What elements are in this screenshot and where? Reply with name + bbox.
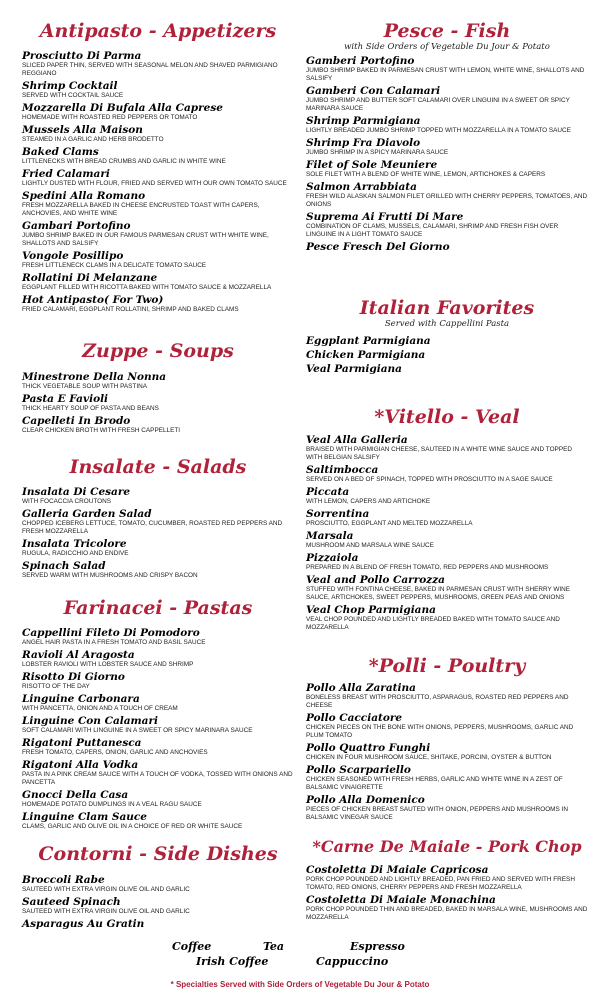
menu-item-description: CHICKEN IN FOUR MUSHROOM SAUCE, SHITAKE, PORCINI, OYSTER & BUTTON [306, 754, 552, 761]
menu-item [306, 159, 588, 179]
menu-item-description: EGGPLANT FILLED WITH RICOTTA BAKED WITH TOMATO SAUCE & MOZZARELLA [22, 284, 272, 291]
menu-item-description: STUFFED WITH FONTINA CHEESE, BAKED IN PARMESAN CRUST WITH SHERRY WINE SAUCE, ARTICHOKES, SWEET PEPPERS, MUSHROOMS, GREEN PEAS AND ONIONS [306, 586, 571, 601]
section-antipasto [22, 20, 294, 316]
menu-item-description: PORK CHOP POUNDED AND LIGHTLY BREADED, PAN FRIED AND SERVED WITH FRESH TOMATO, RED ONIONS, CHERRY PEPPERS AND FRESH MOZZARELLA [306, 876, 575, 891]
menu-item-name: Risotto Di Giorno [22, 671, 125, 683]
menu-item [306, 241, 588, 253]
menu-item-name: Pollo Cacciatore [306, 712, 403, 724]
menu-item-description: JUMBO SHRIMP AND BUTTER SOFT CALAMARI OVER LINGUINI IN A SWEET OR SPICY MARINARA SAUCE [306, 97, 570, 112]
menu-item [22, 220, 294, 248]
section-title: Farinacei - Pastas [63, 597, 253, 619]
section-title: Zuppe - Soups [82, 340, 234, 362]
menu-item [22, 508, 294, 536]
menu-item [22, 294, 294, 314]
section-contorni [22, 843, 294, 932]
menu-item [306, 604, 588, 632]
menu-item-description: THICK HEARTY SOUP OF PASTA AND BEANS [22, 405, 159, 412]
menu-item [22, 715, 294, 735]
menu-item-description: MUSHROOM AND MARSALA WINE SAUCE [306, 542, 434, 549]
menu-item-description: SOLE FILET WITH A BLEND OF WHITE WINE, LEMON, ARTICHOKES & CAPERS [306, 171, 546, 178]
menu-item [22, 80, 294, 100]
menu-item-name: Fried Calamari [22, 168, 110, 180]
menu-item-name: Saltimbocca [306, 464, 379, 476]
menu-item [306, 211, 588, 239]
section-title: Antipasto - Appetizers [39, 20, 277, 42]
menu-item-name: Shrimp Parmigiana [306, 115, 421, 127]
menu-item-description: LOBSTER RAVIOLI WITH LOBSTER SAUCE AND SHRIMP [22, 661, 194, 668]
menu-item-description: PIECES OF CHICKEN BREAST SAUTED WITH ONION, PEPPERS AND MUSHROOMS IN BALSAMIC VINEGAR SAUCE [306, 806, 568, 821]
menu-item [22, 146, 294, 166]
menu-item-name: Gamberi Con Calamari [306, 85, 441, 97]
section-subtitle: with Side Orders of Vegetable Du Jour & Potato [344, 42, 550, 52]
section-pesce [306, 20, 588, 255]
menu-item [22, 671, 294, 691]
menu-item-name: Suprema Ai Frutti Di Mare [306, 211, 464, 223]
menu-item-name: Shrimp Fra Diavolo [306, 137, 421, 149]
section-title: *Carne De Maiale - Pork Chop [312, 837, 582, 856]
menu-item-name: Galleria Garden Salad [22, 508, 152, 520]
menu-item-name: Pollo Scarpariello [306, 764, 411, 776]
menu-item-name: Ravioli Al Aragosta [22, 649, 135, 661]
menu-item-name: Shrimp Cocktail [22, 80, 118, 92]
menu-item [306, 434, 588, 462]
menu-list [22, 874, 294, 930]
menu-item-name: Pollo Alla Zaratina [306, 682, 416, 694]
menu-item-name: Veal Chop Parmigiana [306, 604, 436, 616]
menu-item-name: Prosciutto Di Parma [22, 50, 142, 62]
menu-item-name: Gambari Portofino [22, 220, 131, 232]
menu-item-name: Insalata Tricolore [22, 538, 127, 550]
menu-item-name: Pollo Quattro Funghi [306, 742, 431, 754]
menu-item-name: Spinach Salad [22, 560, 106, 572]
menu-item [306, 363, 588, 375]
menu-item [22, 649, 294, 669]
menu-item-name: Pizzaiola [306, 552, 359, 564]
menu-item-name: Spedini Alla Romano [22, 190, 146, 202]
menu-item-description: FRESH WILD ALASKAN SALMON FILET GRILLED WITH CHERRY PEPPERS, TOMATOES, AND ONIONS [306, 193, 588, 208]
menu-item [306, 552, 588, 572]
menu-item-name: Chicken Parmigiana [306, 349, 426, 361]
menu-item-description: LIGHTLY BREADED JUMBO SHRIMP TOPPED WITH MOZZARELLA IN A TOMATO SAUCE [306, 127, 571, 134]
menu-list [22, 627, 294, 831]
menu-item-description: LIGHTLY DUSTED WITH FLOUR, FRIED AND SERVED WITH OUR OWN TOMATO SAUCE [22, 180, 287, 187]
menu-item-name: Rollatini Di Melanzane [22, 272, 158, 284]
menu-item-name: Baked Clams [22, 146, 99, 158]
menu-item-name: Insalata Di Cesare [22, 486, 131, 498]
menu-item-name: Pesce Fresch Del Giorno [306, 241, 450, 253]
menu-item-description: SERVED WITH COCKTAIL SAUCE [22, 92, 124, 99]
menu-item-description: CLEAR CHICKEN BROTH WITH FRESH CAPPELLETI [22, 427, 181, 434]
menu-item [306, 464, 588, 484]
menu-item-description: CHICKEN SEASONED WITH FRESH HERBS, GARLIC AND WHITE WINE IN A ZEST OF BALSAMIC VINAIGRETTE [306, 776, 563, 791]
menu-item-name: Linguine Con Calamari [22, 715, 158, 727]
menu-item [306, 530, 588, 550]
menu-item [22, 693, 294, 713]
menu-item-description: PREPARED IN A BLEND OF FRESH TOMATO, RED PEPPERS AND MUSHROOMS [306, 564, 549, 571]
menu-item-description: JUMBO SHRIMP IN A SPICY MARINARA SAUCE [306, 149, 449, 156]
menu-item-name: Eggplant Parmigiana [306, 335, 431, 347]
section-title: *Vitello - Veal [374, 406, 520, 428]
menu-item-description: HOMEMADE POTATO DUMPLINGS IN A VEAL RAGU SAUCE [22, 801, 202, 808]
menu-item-name: Hot Antipasto( For Two) [22, 294, 164, 306]
menu-item [306, 55, 588, 83]
menu-item [306, 894, 588, 922]
menu-item [306, 682, 588, 710]
menu-item-description: RISOTTO OF THE DAY [22, 683, 90, 690]
menu-item-name: Veal and Pollo Carrozza [306, 574, 445, 586]
menu-item-description: CLAMS, GARLIC AND OLIVE OIL IN A CHOICE OF RED OR WHITE SAUCE [22, 823, 243, 830]
menu-list [306, 55, 588, 253]
menu-item [22, 627, 294, 647]
menu-item [306, 742, 588, 762]
menu-item [22, 918, 294, 930]
menu-item [306, 335, 588, 347]
menu-list [22, 50, 294, 314]
menu-item-name: Gamberi Portofino [306, 55, 415, 67]
menu-item-name: Minestrone Della Nonna [22, 371, 167, 383]
section-title: *Polli - Poultry [368, 655, 526, 677]
menu-item-description: PASTA IN A PINK CREAM SAUCE WITH A TOUCH OF VODKA, TOSSED WITH ONIONS AND PANCETTA [22, 771, 293, 786]
menu-item-description: VEAL CHOP POUNDED AND LIGHTLY BREADED BAKED WITH TOMATO SAUCE AND MOZZARELLA [306, 616, 560, 631]
section-zuppe [22, 340, 294, 437]
menu-item-description: PROSCIUTTO, EGGPLANT AND MELTED MOZZARELLA [306, 520, 473, 527]
menu-item-description: WITH FOCACCIA CROUTONS [22, 498, 111, 505]
menu-list [306, 864, 588, 922]
section-vitello [306, 406, 588, 634]
menu-item-name: Cappellini Fileto Di Pomodoro [22, 627, 200, 639]
menu-item-name: Asparagus Au Gratin [22, 918, 145, 930]
menu-item [306, 115, 588, 135]
menu-item-name: Pollo Alla Domenico [306, 794, 425, 806]
menu-item-name: Veal Alla Galleria [306, 434, 408, 446]
menu-item-description: RUGULA, RADICCHIO AND ENDIVE [22, 550, 129, 557]
menu-item [22, 102, 294, 122]
menu-item [306, 712, 588, 740]
menu-item-name: Costoletta Di Maiale Capricosa [306, 864, 489, 876]
beverage-irish-coffee: Irish Coffee [196, 955, 269, 968]
menu-item-description: STEAMED IN A GARLIC AND HERB BRODETTO [22, 136, 164, 143]
menu-item-description: LITTLENECKS WITH BREAD CRUMBS AND GARLIC IN WHITE WINE [22, 158, 226, 165]
menu-list [306, 682, 588, 822]
section-favorites [306, 297, 588, 377]
menu-item [22, 486, 294, 506]
menu-item-description: BONELESS BREAST WITH PROSCIUTTO, ASPARAGUS, ROASTED RED PEPPERS AND CHEESE [306, 694, 569, 709]
menu-item-name: Sorrentina [306, 508, 370, 520]
menu-item-description: COMBINATION OF CLAMS, MUSSELS, CALAMARI, SHRIMP AND FRESH FISH OVER LINGUINE IN A LIGHT TOMATO SAUCE [306, 223, 559, 238]
menu-item [306, 181, 588, 209]
menu-item-name: Broccoli Rabe [22, 874, 105, 886]
section-title: Insalate - Salads [69, 456, 247, 478]
menu-list [22, 486, 294, 580]
beverage-cappuccino: Cappuccino [316, 955, 389, 968]
menu-item [22, 811, 294, 831]
menu-item-name: Filet of Sole Meuniere [306, 159, 438, 171]
menu-item [22, 560, 294, 580]
menu-item-description: FRESH LITTLENECK CLAMS IN A DELICATE TOMATO SAUCE [22, 262, 207, 269]
menu-list [306, 335, 588, 375]
section-insalate [22, 456, 294, 582]
menu-item-description: SAUTEED WITH EXTRA VIRGIN OLIVE OIL AND GARLIC [22, 908, 190, 915]
menu-item-name: Sauteed Spinach [22, 896, 121, 908]
menu-item [306, 137, 588, 157]
menu-item [306, 349, 588, 361]
beverage-tea: Tea [263, 940, 285, 953]
menu-item [22, 190, 294, 218]
menu-item-name: Mozzarella Di Bufala Alla Caprese [22, 102, 223, 114]
menu-item [306, 85, 588, 113]
footer-note: * Specialties Served with Side Orders of Vegetable Du Jour & Potato [170, 980, 430, 989]
menu-item [22, 393, 294, 413]
beverage-coffee: Coffee [172, 940, 212, 953]
menu-item-description: JUMBO SHRIMP BAKED IN OUR FAMOUS PARMESAN CRUST WITH WHITE WINE, SHALLOTS AND SALSIFY [22, 232, 269, 247]
menu-list [22, 371, 294, 435]
menu-item [306, 486, 588, 506]
menu-item [22, 538, 294, 558]
menu-item-description: WITH LEMON, CAPERS AND ARTICHOKE [306, 498, 431, 505]
section-maiale [306, 836, 588, 924]
menu-item [22, 272, 294, 292]
menu-item-description: CHICKEN PIECES ON THE BONE WITH ONIONS, PEPPERS, MUSHROOMS, GARLIC AND PLUM TOMATO [306, 724, 574, 739]
menu-item-description: SOFT CALAMARI WITH LINGUINE IN A SWEET OR SPICY MARINARA SAUCE [22, 727, 253, 734]
menu-item [306, 794, 588, 822]
section-subtitle: Served with Cappellini Pasta [384, 319, 510, 329]
menu-item-name: Pasta E Favioli [22, 393, 109, 405]
menu-item [306, 508, 588, 528]
menu-item [22, 789, 294, 809]
menu-item-description: JUMBO SHRIMP BAKED IN PARMESAN CRUST WITH LEMON, WHITE WINE, SHALLOTS AND SALSIFY [306, 67, 585, 82]
menu-item [22, 759, 294, 787]
menu-item-name: Vongole Posillipo [22, 250, 124, 262]
menu-item [306, 864, 588, 892]
menu-item-description: THICK VEGETABLE SOUP WITH PASTINA [22, 383, 147, 390]
menu-item [22, 896, 294, 916]
menu-item [306, 764, 588, 792]
menu-item [306, 574, 588, 602]
menu-item-name: Piccata [306, 486, 350, 498]
menu-item-name: Veal Parmigiana [306, 363, 402, 375]
menu-item [22, 168, 294, 188]
menu-item-description: SAUTEED WITH EXTRA VIRGIN OLIVE OIL AND GARLIC [22, 886, 190, 893]
section-farinacei [22, 597, 294, 833]
menu-item-name: Costoletta Di Maiale Monachina [306, 894, 496, 906]
menu-item-description: ANGEL HAIR PASTA IN A FRESH TOMATO AND BASIL SAUCE [22, 639, 206, 646]
menu-list [306, 434, 588, 632]
menu-item-name: Rigatoni Alla Vodka [22, 759, 139, 771]
menu-item [22, 737, 294, 757]
menu-item-name: Capelleti In Brodo [22, 415, 131, 427]
menu-item [22, 124, 294, 144]
menu-item-description: SLICED PAPER THIN, SERVED WITH SEASONAL MELON AND SHAVED PARMIGIANO REGGIANO [22, 62, 278, 77]
menu-item-name: Rigatoni Puttanesca [22, 737, 142, 749]
menu-item-description: BRAISED WITH PARMIGIAN CHEESE, SAUTEED IN A WHITE WINE SAUCE AND TOPPED WITH BELGIAN SALSIFY [306, 446, 572, 461]
menu-item [22, 50, 294, 78]
menu-item-description: FRESH TOMATO, CAPERS, ONION, GARLIC AND ANCHOVIES [22, 749, 208, 756]
menu-item-name: Linguine Clam Sauce [22, 811, 147, 823]
menu-item-description: SERVED ON A BED OF SPINACH, TOPPED WITH PROSCIUTTO IN A SAGE SAUCE [306, 476, 553, 483]
menu-item [22, 415, 294, 435]
menu-item-name: Marsala [306, 530, 354, 542]
menu-item-description: FRESH MOZZARELLA BAKED IN CHEESE ENCRUSTED TOAST WITH CAPERS, ANCHOVIES, AND WHITE WINE [22, 202, 260, 217]
menu-item-description: PORK CHOP POUNDED THIN AND BREADED, BAKED IN MARSALA WINE, MUSHROOMS AND MOZZARELLA [306, 906, 588, 921]
menu-item [22, 371, 294, 391]
section-title: Pesce - Fish [383, 20, 511, 42]
menu-item-name: Salmon Arrabbiata [306, 181, 417, 193]
menu-item-description: FRIED CALAMARI, EGGPLANT ROLLATINI, SHRIMP AND BAKED CLAMS [22, 306, 239, 313]
menu-item [22, 874, 294, 894]
menu-item-description: HOMEMADE WITH ROASTED RED PEPPERS OR TOMATO [22, 114, 198, 121]
section-title: Italian Favorites [359, 297, 535, 319]
menu-item-name: Mussels Alla Maison [22, 124, 143, 136]
menu-item-name: Gnocci Della Casa [22, 789, 129, 801]
menu-item [22, 250, 294, 270]
menu-item-description: CHOPPED ICEBERG LETTUCE, TOMATO, CUCUMBER, ROASTED RED PEPPERS AND FRESH MOZZARELLA [22, 520, 283, 535]
menu-item-name: Linguine Carbonara [22, 693, 140, 705]
section-polli [306, 655, 588, 824]
menu-item-description: SERVED WARM WITH MUSHROOMS AND CRISPY BACON [22, 572, 198, 579]
menu-item-description: WITH PANCETTA, ONION AND A TOUCH OF CREAM [22, 705, 178, 712]
section-title: Contorni - Side Dishes [38, 843, 278, 865]
beverage-espresso: Espresso [350, 940, 405, 953]
